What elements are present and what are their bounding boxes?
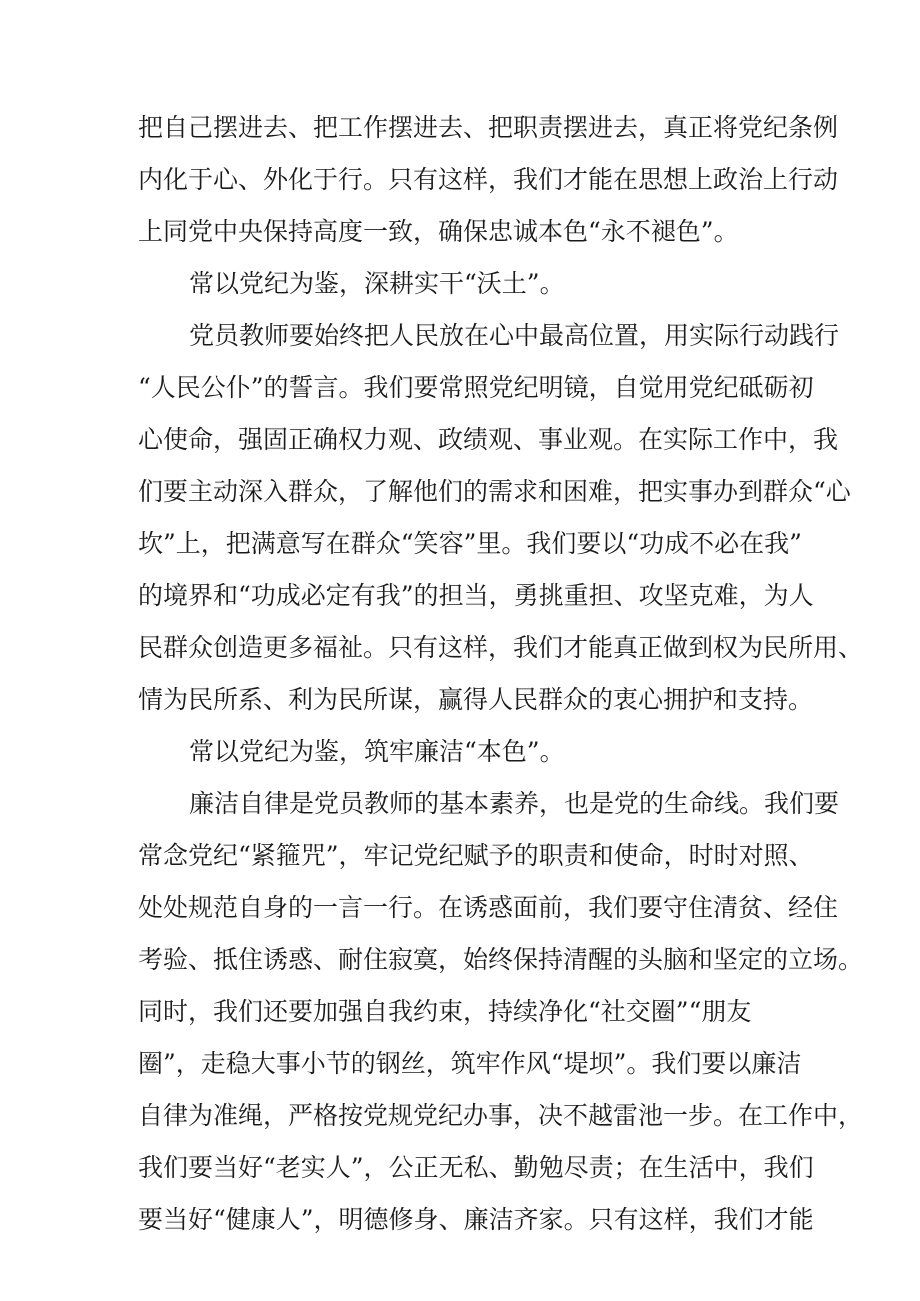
paragraph-line: 心使命，强固正确权力观、政绩观、事业观。在实际工作中，我 xyxy=(138,425,839,454)
paragraph-line: “人民公仆”的誓言。我们要常照党纪明镜，自觉用党纪砥砺初 xyxy=(138,373,814,402)
paragraph-line: 党员教师要始终把人民放在心中最高位置，用实际行动践行 xyxy=(189,321,840,350)
paragraph-line: 常念党纪“紧箍咒”，牢记党纪赋予的职责和使命，时时对照、 xyxy=(138,841,814,870)
paragraph-line: 同时，我们还要加强自我约束，持续净化“社交圈”“朋友 xyxy=(138,997,752,1026)
paragraph-line: 把自己摆进去、把工作摆进去、把职责摆进去，真正将党纪条例 xyxy=(138,113,839,142)
paragraph-line: 上同党中央保持高度一致，确保忠诚本色“永不褪色”。 xyxy=(138,217,739,246)
paragraph-line: 内化于心、外化于行。只有这样，我们才能在思想上政治上行动 xyxy=(138,165,839,194)
paragraph-line: 我们要当好“老实人”，公正无私、勤勉尽责；在生活中，我们 xyxy=(138,1153,814,1182)
paragraph-line: 们要主动深入群众，了解他们的需求和困难，把实事办到群众“心 xyxy=(138,477,851,506)
section-heading: 常以党纪为鉴，深耕实干“沃土”。 xyxy=(189,269,565,298)
paragraph-line: 圈”，走稳大事小节的钢丝，筑牢作风“堤坝”。我们要以廉洁 xyxy=(138,1049,802,1078)
paragraph-line: 的境界和“功成必定有我”的担当，勇挑重担、攻坚克难，为人 xyxy=(138,581,814,610)
paragraph-line: 坎”上，把满意写在群众“笑容”里。我们要以“功成不必在我” xyxy=(138,529,802,558)
paragraph-line: 考验、抵住诱惑、耐住寂寞，始终保持清醒的头脑和坚定的立场。 xyxy=(138,945,864,974)
section-heading: 常以党纪为鉴，筑牢廉洁“本色”。 xyxy=(189,737,565,766)
paragraph-line: 要当好“健康人”，明德修身、廉洁齐家。只有这样，我们才能 xyxy=(138,1205,814,1234)
paragraph-line: 处处规范自身的一言一行。在诱惑面前，我们要守住清贫、经住 xyxy=(138,893,839,922)
paragraph-line: 情为民所系、利为民所谋，赢得人民群众的衷心拥护和支持。 xyxy=(138,685,814,714)
paragraph-line: 廉洁自律是党员教师的基本素养，也是党的生命线。我们要 xyxy=(189,789,840,818)
paragraph-line: 民群众创造更多福祉。只有这样，我们才能真正做到权为民所用、 xyxy=(138,633,864,662)
paragraph-line: 自律为准绳，严格按党规党纪办事，决不越雷池一步。在工作中， xyxy=(138,1101,864,1130)
